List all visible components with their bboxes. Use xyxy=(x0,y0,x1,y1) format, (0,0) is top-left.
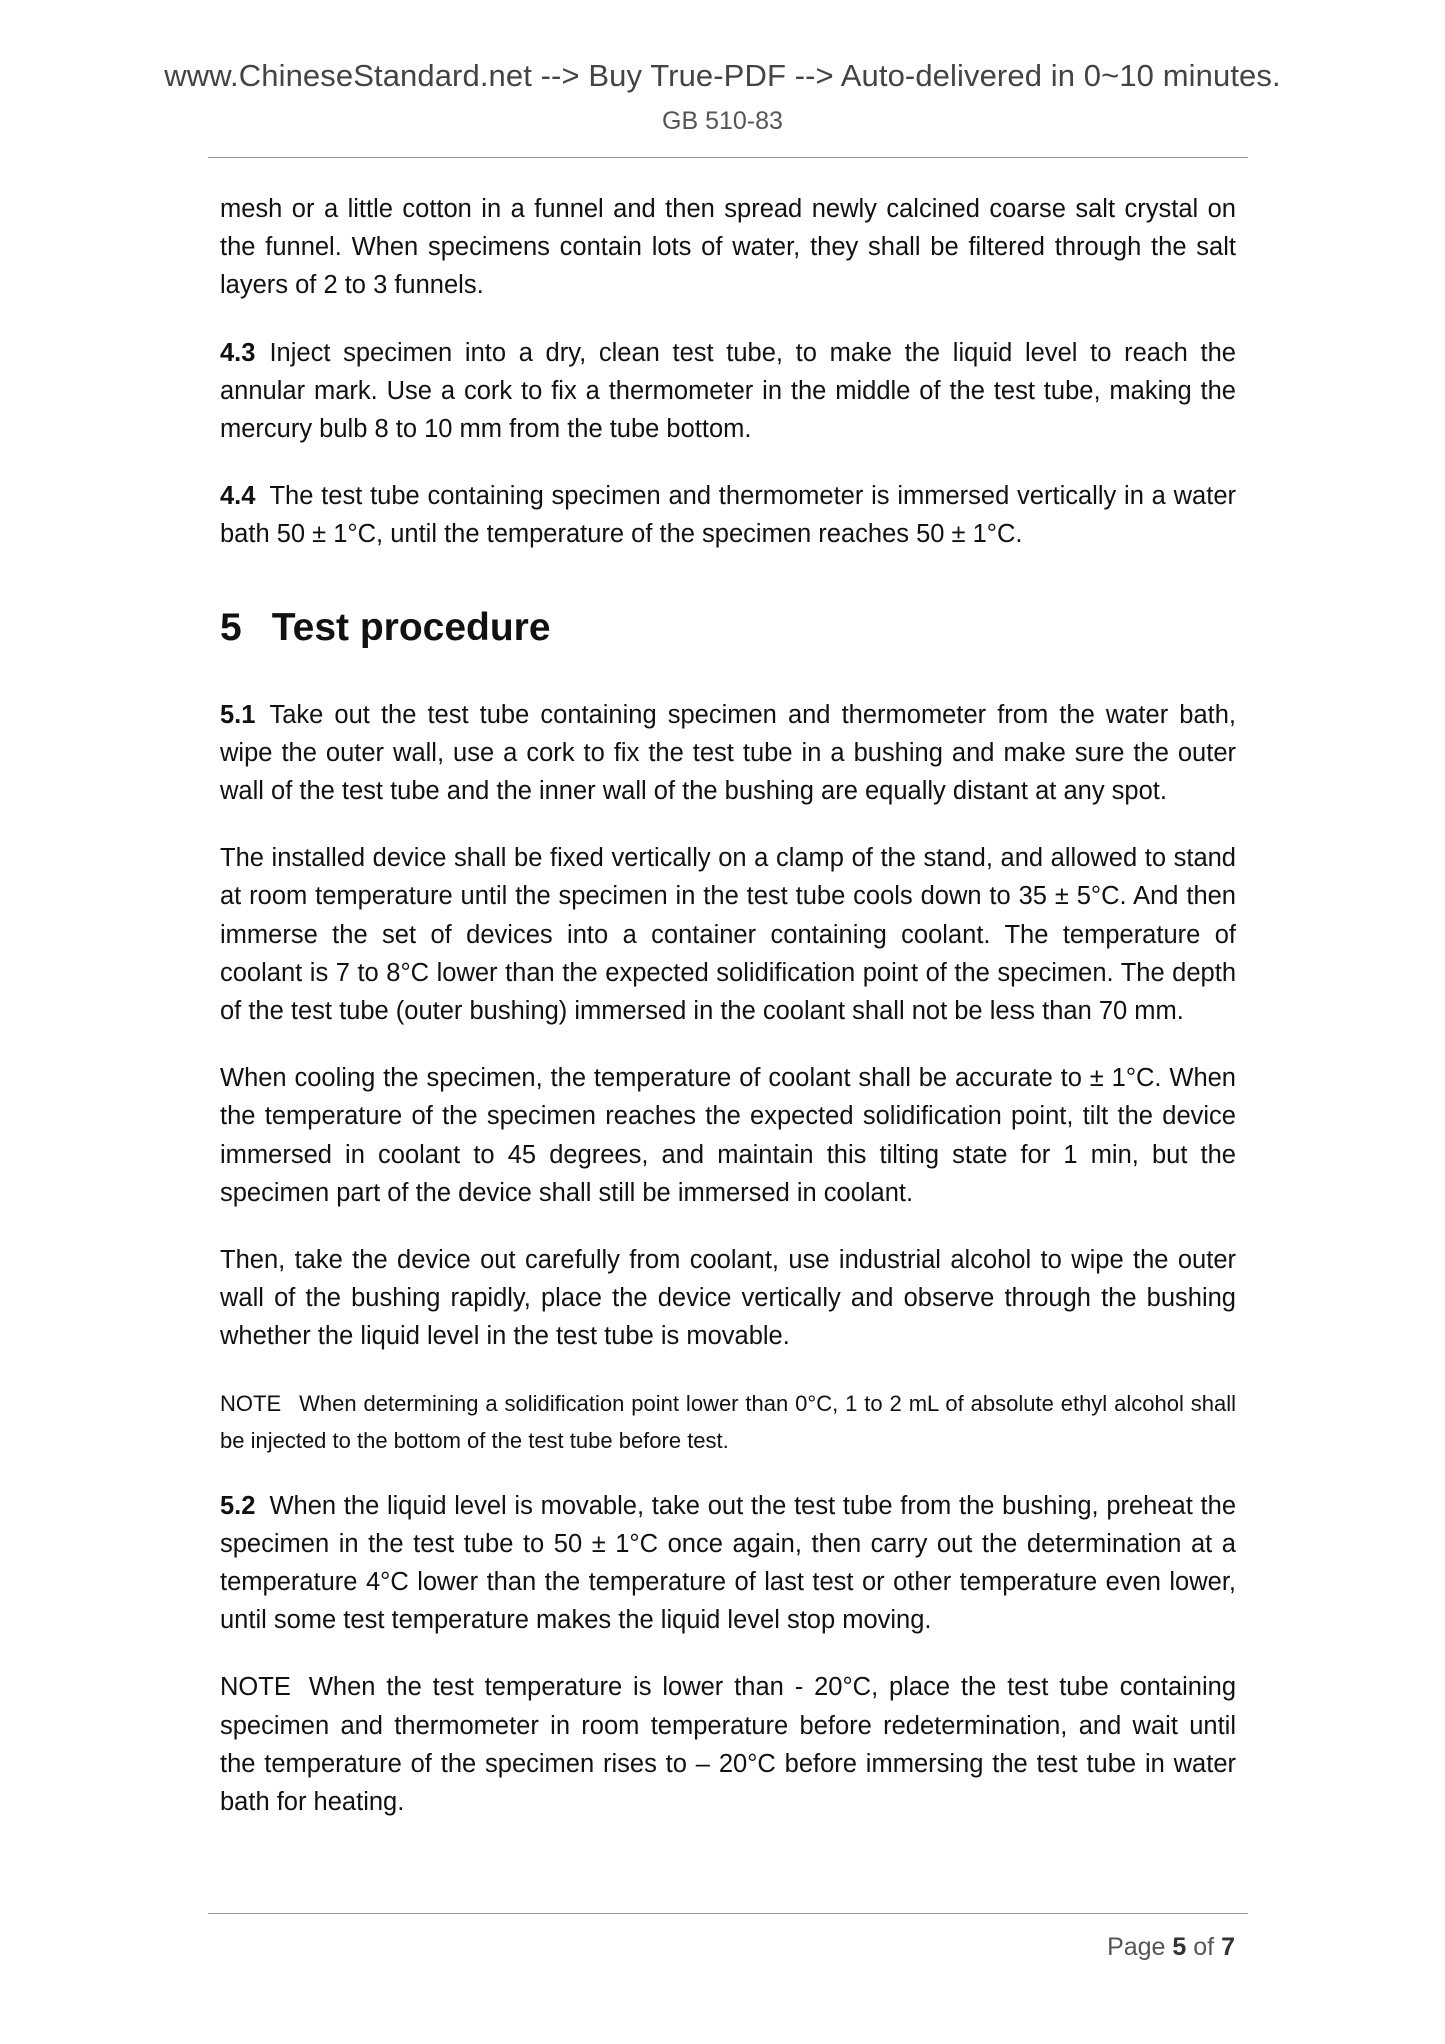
clause-text: When the liquid level is movable, take out the test tube from the bushing, preheat the specimen in the test tube to 50 ± 1°C once again, then carry out the determination at a temperature 4°C lower than the temperature of last test or other temperature even lower, until some test temperature makes the liquid level stop moving. xyxy=(220,1491,1236,1635)
installed-device-paragraph: The installed device shall be fixed vertically on a clamp of the stand, and allowed to stand at room temperature until the specimen in the test tube cools down to 35 ± 5°C. And then immerse the set of devices into a container containing coolant. The temperature of coolant is 7 to 8°C lower than the expected solidification point of the specimen. The depth of the test tube (outer bushing) immersed in the coolant shall not be less than 70 mm. xyxy=(220,844,1236,1026)
page-indicator xyxy=(1107,1933,1235,1962)
clause-text: Inject specimen into a dry, clean test tube, to make the liquid level to reach the annular mark. Use a cork to fix a thermometer in the middle of the test tube, making the mercury bulb 8 to 10 mm from the tube bottom. xyxy=(220,338,1236,444)
clause-4-3 xyxy=(220,334,1236,449)
note-low-temperature xyxy=(220,1668,1236,1821)
clause-number: 5.1 xyxy=(220,700,256,729)
section-heading-5 xyxy=(220,604,1236,652)
clause-number: 4.3 xyxy=(220,338,256,367)
current-page-number: 5 xyxy=(1172,1933,1187,1961)
clause-text: The test tube containing specimen and thermometer is immersed vertically in a water bath 50 ± 1°C, until the temperature of the specimen reaches 50 ± 1°C. xyxy=(220,482,1236,549)
clause-5-2 xyxy=(220,1487,1236,1640)
clause-text: Take out the test tube containing specimen and thermometer from the water bath, wipe the outer wall, use a cork to fix the test tube in a bushing and make sure the outer wall of the test tube and the inner wall of the bushing are equally distant at any spot. xyxy=(220,700,1236,806)
header-divider xyxy=(208,157,1248,158)
note-text: When the test temperature is lower than - 20°C, place the test tube containing specimen and thermometer in room temperature before redetermination, and wait until the temperature of the specimen rises to – 20°C before immersing the test tube in water bath for heating. xyxy=(220,1673,1236,1817)
site-banner: www.ChineseStandard.net --> Buy True-PDF --> Auto-delivered in 0~10 minutes. xyxy=(164,58,1281,93)
total-pages-number: 7 xyxy=(1221,1933,1235,1961)
clause-number: 5.2 xyxy=(220,1491,256,1520)
clause-number: 4.4 xyxy=(220,482,256,511)
page-content xyxy=(220,190,1236,1850)
note-solidification xyxy=(220,1385,1236,1459)
section-title: Test procedure xyxy=(271,605,551,649)
take-out-paragraph: Then, take the device out carefully from coolant, use industrial alcohol to wipe the outer wall of the bushing rapidly, place the device vertically and observe through the bushing whether the liquid level in the test tube is movable. xyxy=(220,1246,1236,1351)
of-word: of xyxy=(1193,1933,1215,1961)
note-text: When determining a solidification point lower than 0°C, 1 to 2 mL of absolute ethyl alcohol shall be injected to the bottom of the test tube before test. xyxy=(220,1390,1236,1453)
clause-4-4 xyxy=(220,477,1236,553)
page-word: Page xyxy=(1107,1933,1166,1961)
clause-5-1 xyxy=(220,696,1236,811)
cooling-paragraph: When cooling the specimen, the temperature of coolant shall be accurate to ± 1°C. When the temperature of the specimen reaches the expected solidification point, tilt the device immersed in coolant to 45 degrees, and maintain this tilting state for 1 min, but the specimen part of the device shall still be immersed in coolant. xyxy=(220,1064,1236,1207)
note-label: NOTE xyxy=(220,1673,291,1702)
note-label: NOTE xyxy=(220,1390,282,1416)
standard-code: GB 510-83 xyxy=(662,107,783,135)
section-number: 5 xyxy=(220,605,242,649)
footer-divider xyxy=(208,1913,1248,1914)
continued-paragraph: mesh or a little cotton in a funnel and then spread newly calcined coarse salt crystal on the funnel. When specimens contain lots of water, they shall be filtered through the salt layers of 2 to 3 funnels. xyxy=(220,195,1236,300)
